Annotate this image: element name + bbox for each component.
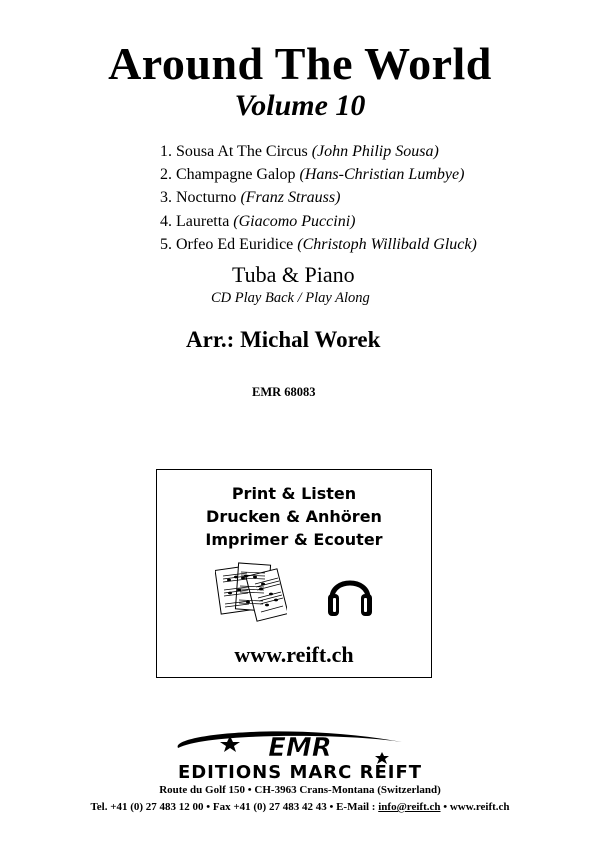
edition-number: EMR 68083 — [252, 385, 316, 399]
publisher-address: Route du Golf 150 • CH-3963 Crans-Montana (Switzerland) — [159, 784, 441, 796]
piece-title: 2. Champagne Galop — [160, 166, 296, 184]
publisher-contact — [0, 800, 600, 814]
piece-list — [160, 140, 580, 256]
print-listen-box — [156, 469, 432, 678]
list-item — [160, 210, 580, 233]
piece-composer: (Franz Strauss) — [240, 189, 341, 207]
publisher-logo — [150, 716, 450, 780]
email-link[interactable]: info@reift.ch — [378, 801, 441, 813]
list-item — [160, 163, 580, 186]
promo-line: Print & Listen — [231, 484, 357, 503]
contact-phone-fax: Tel. +41 (0) 27 483 12 00 • Fax +41 (0) 27 483 42 43 • E-Mail : — [90, 801, 379, 813]
publisher-name: EDITIONS MARC REIFT — [177, 762, 423, 780]
arranger: Arr.: Michal Worek — [186, 327, 381, 352]
piece-composer: (Christoph Willibald Gluck) — [297, 235, 477, 253]
volume-subtitle: Volume 10 — [234, 89, 366, 122]
piece-composer: (Hans-Christian Lumbye) — [299, 166, 465, 184]
playback-note: CD Play Back / Play Along — [211, 290, 370, 306]
list-item — [160, 233, 580, 256]
list-item — [160, 186, 580, 209]
logo-monogram: EMR — [268, 733, 332, 763]
promo-url: www.reift.ch — [234, 642, 354, 667]
piece-title: 4. Lauretta — [160, 212, 230, 230]
promo-line: Drucken & Anhören — [206, 507, 382, 526]
page-title: Around The World — [108, 38, 492, 89]
piece-title: 3. Nocturno — [160, 189, 237, 207]
piece-composer: (Giacomo Puccini) — [233, 212, 356, 230]
instrumentation: Tuba & Piano — [232, 262, 355, 287]
contact-website: • www.reift.ch — [440, 801, 510, 813]
piece-title: 5. Orfeo Ed Euridice — [160, 235, 294, 253]
piece-title: 1. Sousa At The Circus — [160, 143, 308, 160]
sheet-music-icon — [215, 558, 287, 626]
piece-composer: (John Philip Sousa) — [311, 143, 439, 160]
headphones-icon — [325, 568, 375, 620]
list-item — [160, 140, 580, 163]
promo-line: Imprimer & Ecouter — [205, 530, 383, 549]
